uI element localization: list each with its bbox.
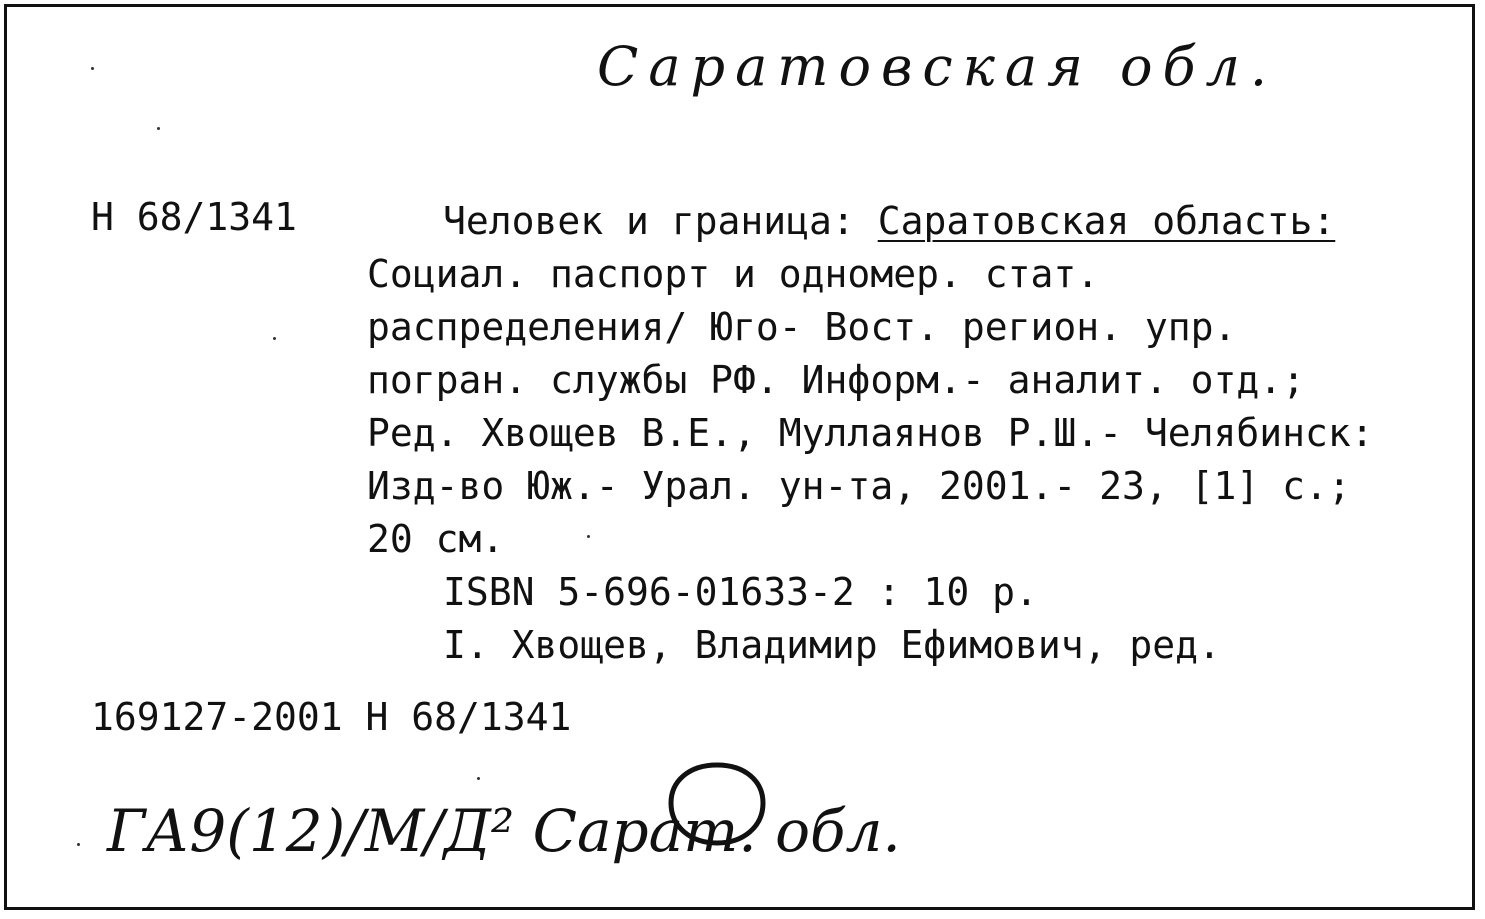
speck <box>273 337 276 340</box>
accession-number: 169127-2001 Н 68/1341 <box>91 695 572 739</box>
speck <box>91 67 94 70</box>
speck <box>157 127 160 130</box>
entry-line: погран. службы РФ. Информ.- аналит. отд.; <box>367 358 1305 402</box>
entry-line: распределения/ Юго- Вост. регион. упр. <box>367 305 1237 349</box>
entry-line: Ред. Хвощев В.Е., Муллаянов Р.Ш.- Челябинск: <box>367 411 1374 455</box>
isbn-line: ISBN 5-696-01633-2 : 10 р. <box>443 570 1038 614</box>
handwritten-heading: Саратовская обл. <box>597 35 1278 98</box>
catalog-card <box>4 4 1475 910</box>
entry-line: 20 см. <box>367 517 505 561</box>
speck <box>77 843 80 846</box>
speck <box>477 777 480 780</box>
title-subject: Саратовская область: <box>877 199 1336 243</box>
entry-title-line <box>367 195 1467 248</box>
handwritten-classmark: ГА9(12)/М/Д² Сарат. обл. <box>107 797 901 865</box>
entry-line: Изд-во Юж.- Урал. ун-та, 2001.- 23, [1] с.; <box>367 464 1351 508</box>
entry-line: Социал. паспорт и одномер. стат. <box>367 252 1100 296</box>
speck <box>587 535 590 538</box>
added-entry: I. Хвощев, Владимир Ефимович, ред. <box>443 623 1221 667</box>
bibliographic-entry <box>367 195 1467 672</box>
title-lead: Человек и граница: <box>443 199 855 243</box>
shelfmark: Н 68/1341 <box>91 195 297 239</box>
